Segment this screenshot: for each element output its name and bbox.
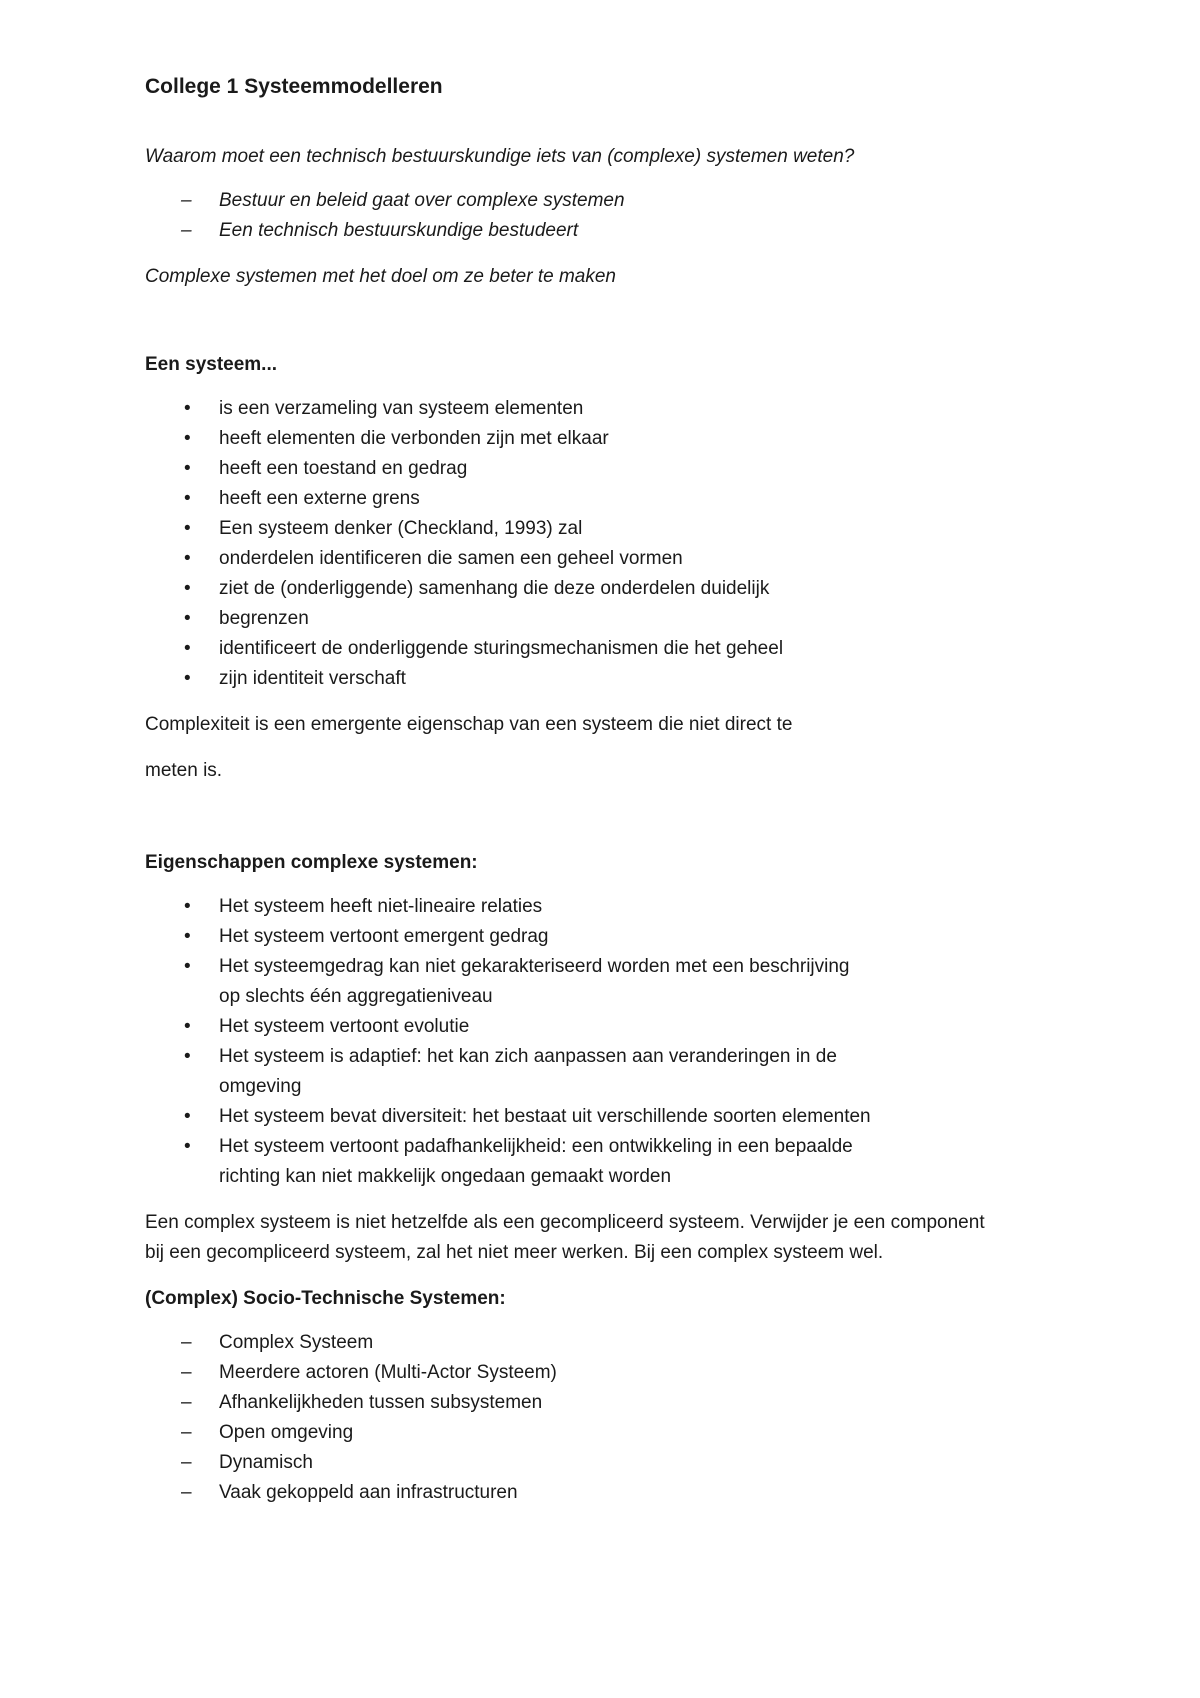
intro-question: Waarom moet een technisch bestuurskundige iets van (complexe) systemen weten? [145, 146, 855, 167]
spacer [145, 246, 1065, 262]
dash-marker: – [181, 1452, 192, 1473]
eigenschappen-list [145, 892, 1065, 1192]
section-heading-sociotech: (Complex) Socio-Technische Systemen: [145, 1288, 506, 1309]
bullet-marker: • [184, 488, 191, 509]
spacer [145, 1268, 1065, 1284]
dash-marker: – [181, 1332, 192, 1353]
section-heading-systeem: Een systeem... [145, 354, 278, 375]
bullet-marker: • [184, 668, 191, 689]
list-item: • zijn identiteit verschaft [145, 664, 1065, 694]
list-item: • is een verzameling van systeem elementen [145, 394, 1065, 424]
bullet-marker: • [184, 956, 191, 977]
section-heading-eigenschappen: Eigenschappen complexe systemen: [145, 852, 478, 873]
bullet-marker: • [184, 518, 191, 539]
dash-marker: – [181, 1392, 192, 1413]
list-item: • Het systeemgedrag kan niet gekarakteriseerd worden met een beschrijving op slechts één aggregatieniveau [145, 952, 1065, 1012]
bullet-marker: • [184, 1106, 191, 1127]
complexity-line-2: meten is. [145, 760, 223, 781]
bullet-marker: • [184, 1016, 191, 1037]
list-item: – Complex Systeem [145, 1328, 1065, 1358]
dash-marker: – [181, 1482, 192, 1503]
bullet-marker: • [184, 578, 191, 599]
complexity-line-1: Complexiteit is een emergente eigenschap van een systeem die niet direct te [145, 714, 793, 735]
dash-marker: – [181, 220, 192, 241]
list-item: • Het systeem bevat diversiteit: het bestaat uit verschillende soorten elementen [145, 1102, 1065, 1132]
list-item: • Het systeem heeft niet-lineaire relaties [145, 892, 1065, 922]
bullet-marker: • [184, 458, 191, 479]
bullet-marker: • [184, 896, 191, 917]
bullet-marker: • [184, 1046, 191, 1067]
list-item: – Open omgeving [145, 1418, 1065, 1448]
list-item: – Bestuur en beleid gaat over complexe systemen [145, 186, 1065, 216]
list-item: • Het systeem vertoont emergent gedrag [145, 922, 1065, 952]
list-item: – Vaak gekoppeld aan infrastructuren [145, 1478, 1065, 1508]
list-item: • Het systeem is adaptief: het kan zich aanpassen aan veranderingen in de omgeving [145, 1042, 1065, 1102]
bullet-marker: • [184, 398, 191, 419]
dash-marker: – [181, 1422, 192, 1443]
bullet-marker: • [184, 428, 191, 449]
summary-paragraph: Een complex systeem is niet hetzelfde als een gecompliceerd systeem. Verwijder je een component bij een gecompliceerd systeem, zal het niet meer werken. Bij een complex systeem wel. [145, 1212, 985, 1263]
list-item: • begrenzen [145, 604, 1065, 634]
list-item: • heeft elementen die verbonden zijn met elkaar [145, 424, 1065, 454]
list-item: • identificeert de onderliggende sturingsmechanismen die het geheel [145, 634, 1065, 664]
spacer [145, 786, 1065, 848]
list-item: – Dynamisch [145, 1448, 1065, 1478]
bullet-marker: • [184, 548, 191, 569]
list-item: – Meerdere actoren (Multi-Actor Systeem) [145, 1358, 1065, 1388]
dash-marker: – [181, 190, 192, 211]
intro-list [145, 186, 1065, 246]
list-item: • Het systeem vertoont padafhankelijkheid: een ontwikkeling in een bepaalde richting kan niet makkelijk ongedaan gemaakt worden [145, 1132, 1065, 1192]
bullet-marker: • [184, 926, 191, 947]
bullet-marker: • [184, 1136, 191, 1157]
spacer [145, 694, 1065, 710]
list-item: – Afhankelijkheden tussen subsystemen [145, 1388, 1065, 1418]
spacer [145, 878, 1065, 892]
sociotech-list [145, 1328, 1065, 1508]
spacer [145, 740, 1065, 756]
list-item: • heeft een toestand en gedrag [145, 454, 1065, 484]
spacer [145, 292, 1065, 350]
document-body [145, 72, 1065, 1508]
list-item: – Een technisch bestuurskundige bestudeert [145, 216, 1065, 246]
bullet-marker: • [184, 638, 191, 659]
systeem-list [145, 394, 1065, 694]
list-item: • heeft een externe grens [145, 484, 1065, 514]
dash-marker: – [181, 1362, 192, 1383]
list-item: • Een systeem denker (Checkland, 1993) zal [145, 514, 1065, 544]
spacer [145, 172, 1065, 186]
document-title: College 1 Systeemmodelleren [145, 75, 443, 98]
spacer [145, 380, 1065, 394]
spacer [145, 1192, 1065, 1208]
list-item: • Het systeem vertoont evolutie [145, 1012, 1065, 1042]
spacer [145, 1314, 1065, 1328]
intro-followup: Complexe systemen met het doel om ze beter te maken [145, 266, 617, 287]
list-item: • onderdelen identificeren die samen een geheel vormen [145, 544, 1065, 574]
bullet-marker: • [184, 608, 191, 629]
list-item: • ziet de (onderliggende) samenhang die deze onderdelen duidelijk [145, 574, 1065, 604]
